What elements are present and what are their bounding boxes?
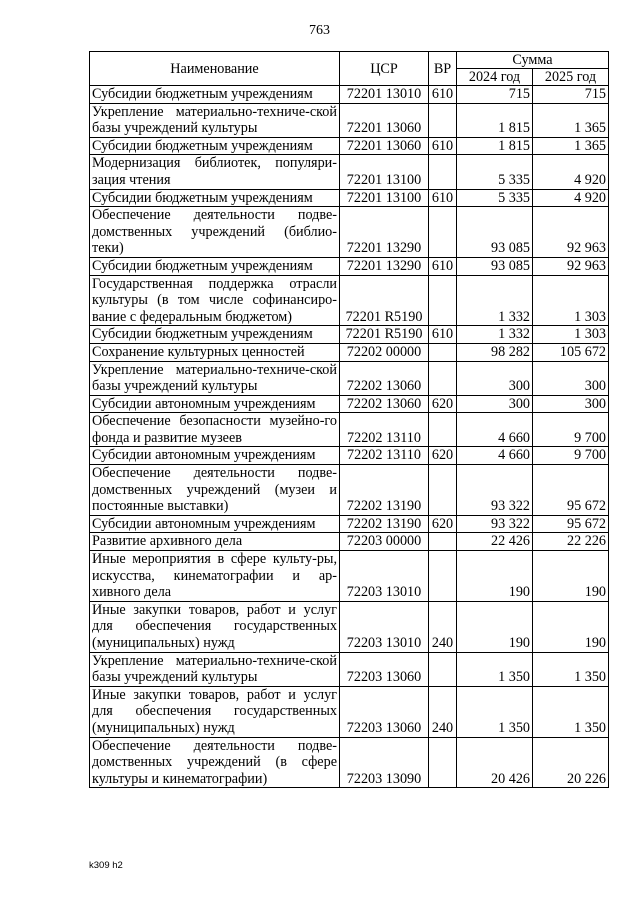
- row-sum-2024: 5 335: [457, 155, 533, 189]
- row-sum-2024: 20 426: [457, 737, 533, 788]
- row-sum-2025: 4 920: [533, 189, 609, 207]
- row-sum-2024: 22 426: [457, 533, 533, 551]
- row-vr: 610: [429, 189, 457, 207]
- row-sum-2024: 300: [457, 395, 533, 413]
- row-name: Субсидии бюджетным учреждениям: [90, 326, 340, 344]
- row-sum-2024: 4 660: [457, 447, 533, 465]
- row-csr: 72202 13060: [340, 361, 429, 395]
- row-vr: [429, 413, 457, 447]
- table-body: [90, 86, 609, 788]
- row-sum-2024: 1 350: [457, 686, 533, 737]
- table-row: [90, 275, 609, 326]
- row-sum-2025: 105 672: [533, 343, 609, 361]
- header-vr: ВР: [429, 52, 457, 86]
- row-sum-2024: 93 085: [457, 257, 533, 275]
- table-row: [90, 601, 609, 652]
- row-csr: 72201 R5190: [340, 275, 429, 326]
- row-sum-2025: 1 303: [533, 326, 609, 344]
- row-vr: 240: [429, 601, 457, 652]
- row-sum-2025: 9 700: [533, 447, 609, 465]
- table-row: [90, 686, 609, 737]
- row-sum-2025: 95 672: [533, 515, 609, 533]
- row-vr: [429, 343, 457, 361]
- row-vr: 620: [429, 515, 457, 533]
- row-name: Субсидии автономным учреждениям: [90, 395, 340, 413]
- row-vr: [429, 551, 457, 602]
- table-row: [90, 137, 609, 155]
- row-sum-2024: 93 085: [457, 207, 533, 258]
- row-vr: [429, 737, 457, 788]
- row-name: Иные мероприятия в сфере культу-ры, искусства, кинематографии и ар-хивного дела: [90, 551, 340, 602]
- row-name: Укрепление материально-техниче-ской базы учреждений культуры: [90, 652, 340, 686]
- header-name: Наименование: [90, 52, 340, 86]
- row-name: Развитие архивного дела: [90, 533, 340, 551]
- row-sum-2024: 93 322: [457, 465, 533, 516]
- table-row: [90, 207, 609, 258]
- row-sum-2025: 715: [533, 86, 609, 104]
- row-vr: [429, 533, 457, 551]
- row-csr: 72202 00000: [340, 343, 429, 361]
- row-sum-2025: 22 226: [533, 533, 609, 551]
- row-sum-2025: 1 303: [533, 275, 609, 326]
- table-row: [90, 413, 609, 447]
- row-vr: [429, 103, 457, 137]
- row-name: Субсидии бюджетным учреждениям: [90, 86, 340, 104]
- table-row: [90, 257, 609, 275]
- row-sum-2025: 300: [533, 361, 609, 395]
- row-csr: 72202 13060: [340, 395, 429, 413]
- row-csr: 72201 13290: [340, 257, 429, 275]
- row-sum-2025: 190: [533, 601, 609, 652]
- row-sum-2024: 98 282: [457, 343, 533, 361]
- row-sum-2025: 190: [533, 551, 609, 602]
- row-vr: [429, 207, 457, 258]
- table-row: [90, 103, 609, 137]
- header-sum: Сумма: [457, 52, 609, 69]
- row-vr: 620: [429, 447, 457, 465]
- table-row: [90, 343, 609, 361]
- header-csr: ЦСР: [340, 52, 429, 86]
- row-name: Субсидии автономным учреждениям: [90, 447, 340, 465]
- row-vr: 610: [429, 137, 457, 155]
- row-csr: 72203 13090: [340, 737, 429, 788]
- row-csr: 72203 13060: [340, 686, 429, 737]
- row-vr: 610: [429, 257, 457, 275]
- table-row: [90, 86, 609, 104]
- row-vr: 240: [429, 686, 457, 737]
- row-sum-2025: 20 226: [533, 737, 609, 788]
- row-name: Иные закупки товаров, работ и услуг для обеспечения государственных (муниципальных) нужд: [90, 601, 340, 652]
- row-csr: 72201 13010: [340, 86, 429, 104]
- row-vr: 610: [429, 86, 457, 104]
- row-sum-2025: 1 365: [533, 103, 609, 137]
- row-sum-2024: 190: [457, 601, 533, 652]
- row-sum-2024: 1 332: [457, 326, 533, 344]
- row-csr: 72201 13060: [340, 103, 429, 137]
- table-row: [90, 737, 609, 788]
- row-csr: 72202 13110: [340, 413, 429, 447]
- row-sum-2024: 300: [457, 361, 533, 395]
- row-sum-2024: 93 322: [457, 515, 533, 533]
- row-vr: 620: [429, 395, 457, 413]
- row-sum-2025: 4 920: [533, 155, 609, 189]
- row-name: Субсидии бюджетным учреждениям: [90, 189, 340, 207]
- row-sum-2025: 92 963: [533, 257, 609, 275]
- row-csr: 72203 13010: [340, 601, 429, 652]
- row-csr: 72201 13060: [340, 137, 429, 155]
- table-row: [90, 465, 609, 516]
- row-name: Укрепление материально-техниче-ской базы учреждений культуры: [90, 103, 340, 137]
- row-vr: [429, 465, 457, 516]
- row-sum-2024: 190: [457, 551, 533, 602]
- table-row: [90, 361, 609, 395]
- row-name: Обеспечение деятельности подве-домственных учреждений (в сфере культуры и кинематографии): [90, 737, 340, 788]
- row-name: Обеспечение деятельности подве-домственных учреждений (музеи и постоянные выставки): [90, 465, 340, 516]
- row-sum-2025: 9 700: [533, 413, 609, 447]
- table-row: [90, 515, 609, 533]
- header-year-2025: 2025 год: [533, 69, 609, 86]
- row-csr: 72201 13290: [340, 207, 429, 258]
- row-sum-2024: 5 335: [457, 189, 533, 207]
- table-row: [90, 447, 609, 465]
- table-row: [90, 189, 609, 207]
- row-vr: [429, 361, 457, 395]
- row-vr: [429, 275, 457, 326]
- table-row: [90, 155, 609, 189]
- row-csr: 72202 13190: [340, 515, 429, 533]
- row-name: Обеспечение деятельности подве-домственных учреждений (библио-теки): [90, 207, 340, 258]
- row-name: Государственная поддержка отрасли культуры (в том числе софинансиро-вание с федеральным бюджетом): [90, 275, 340, 326]
- row-vr: [429, 155, 457, 189]
- row-sum-2024: 1 815: [457, 103, 533, 137]
- row-sum-2024: 1 332: [457, 275, 533, 326]
- row-sum-2025: 300: [533, 395, 609, 413]
- row-name: Субсидии автономным учреждениям: [90, 515, 340, 533]
- row-sum-2024: 1 815: [457, 137, 533, 155]
- row-csr: 72201 13100: [340, 155, 429, 189]
- row-csr: 72202 13110: [340, 447, 429, 465]
- row-name: Субсидии бюджетным учреждениям: [90, 257, 340, 275]
- row-sum-2025: 1 350: [533, 652, 609, 686]
- row-sum-2024: 4 660: [457, 413, 533, 447]
- row-sum-2025: 1 350: [533, 686, 609, 737]
- budget-table: [89, 51, 609, 788]
- row-sum-2025: 95 672: [533, 465, 609, 516]
- row-name: Сохранение культурных ценностей: [90, 343, 340, 361]
- row-name: Укрепление материально-техниче-ской базы учреждений культуры: [90, 361, 340, 395]
- row-sum-2024: 715: [457, 86, 533, 104]
- row-csr: 72201 13100: [340, 189, 429, 207]
- row-csr: 72203 13060: [340, 652, 429, 686]
- row-csr: 72202 13190: [340, 465, 429, 516]
- row-name: Обеспечение безопасности музейно-го фонда и развитие музеев: [90, 413, 340, 447]
- row-vr: 610: [429, 326, 457, 344]
- table-row: [90, 395, 609, 413]
- header-year-2024: 2024 год: [457, 69, 533, 86]
- row-csr: 72201 R5190: [340, 326, 429, 344]
- table-row: [90, 326, 609, 344]
- row-sum-2024: 1 350: [457, 652, 533, 686]
- table-row: [90, 533, 609, 551]
- row-sum-2025: 1 365: [533, 137, 609, 155]
- page-number: 763: [309, 23, 330, 38]
- row-csr: 72203 13010: [340, 551, 429, 602]
- row-name: Модернизация библиотек, популяри-зация чтения: [90, 155, 340, 189]
- row-name: Субсидии бюджетным учреждениям: [90, 137, 340, 155]
- row-name: Иные закупки товаров, работ и услуг для обеспечения государственных (муниципальных) нужд: [90, 686, 340, 737]
- row-vr: [429, 652, 457, 686]
- table-row: [90, 551, 609, 602]
- table-row: [90, 652, 609, 686]
- footer-code: k309 h2: [89, 860, 123, 871]
- row-sum-2025: 92 963: [533, 207, 609, 258]
- row-csr: 72203 00000: [340, 533, 429, 551]
